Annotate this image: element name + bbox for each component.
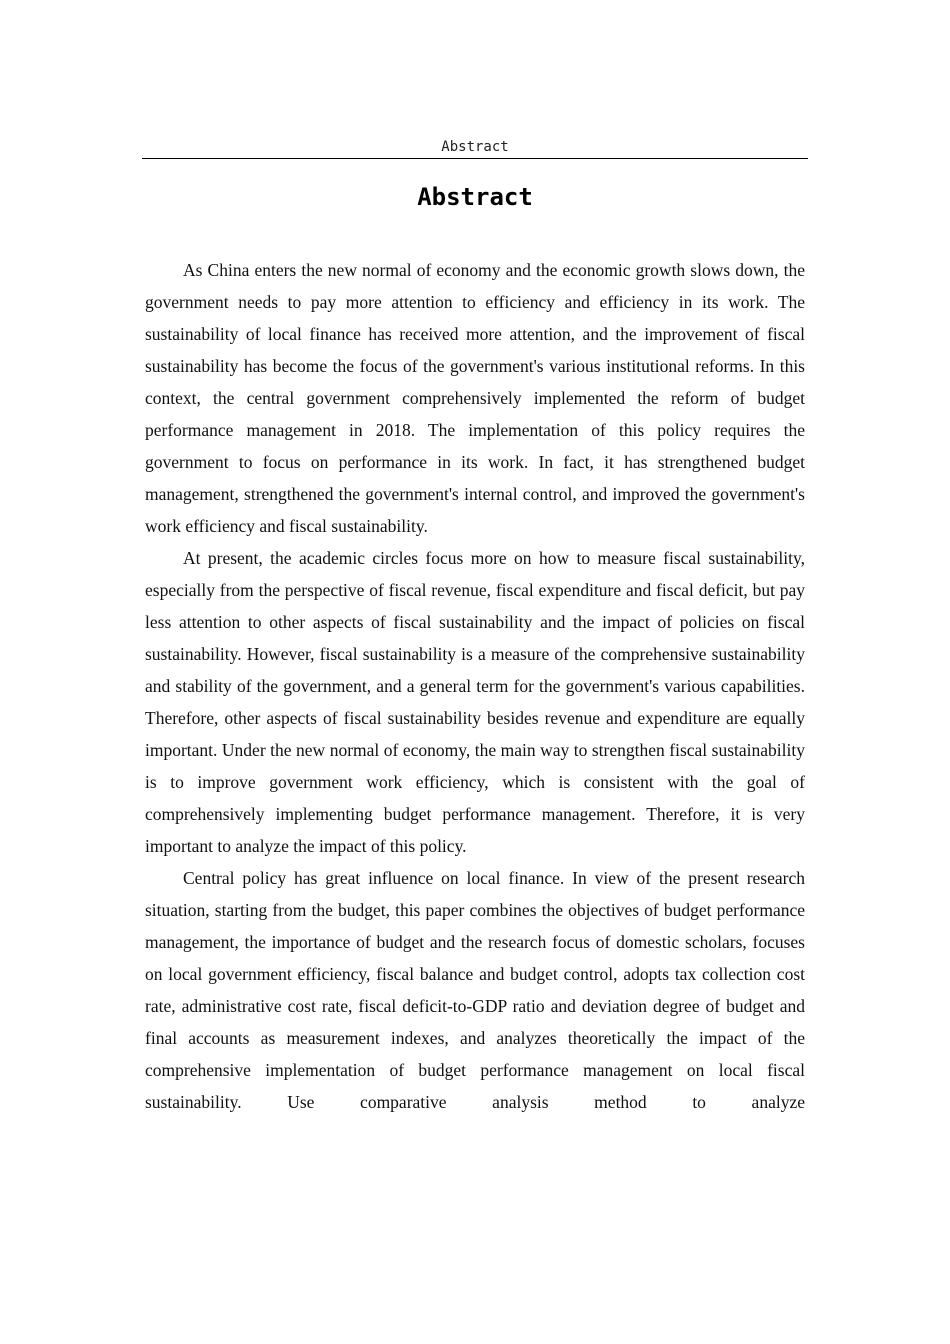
header-rule bbox=[142, 158, 808, 159]
running-header: Abstract bbox=[441, 139, 509, 155]
page-title: Abstract bbox=[417, 183, 533, 211]
abstract-body bbox=[145, 254, 805, 1118]
abstract-paragraph-2: At present, the academic circles focus more on how to measure fiscal sustainability, especially from the perspective of fiscal revenue, fiscal expenditure and fiscal deficit, but pay less attention to other aspects of fiscal sustainability and the impact of policies on fiscal sustainability. However, fiscal sustainability is a measure of the comprehensive sustainability and stability of the government, and a general term for the government's various capabilities. Therefore, other aspects of fiscal sustainability besides revenue and expenditure are equally important. Under the new normal of economy, the main way to strengthen fiscal sustainability is to improve government work efficiency, which is consistent with the goal of comprehensively implementing budget performance management. Therefore, it is very important to analyze the impact of this policy. bbox=[145, 548, 805, 856]
abstract-paragraph-3: Central policy has great influence on local finance. In view of the present research situation, starting from the budget, this paper combines the objectives of budget performance management, the importance of budget and the research focus of domestic scholars, focuses on local government efficiency, fiscal balance and budget control, adopts tax collection cost rate, administrative cost rate, fiscal deficit-to-GDP ratio and deviation degree of budget and final accounts as measurement indexes, and analyzes theoretically the impact of the comprehensive implementation of budget performance management on local fiscal sustainability. Use comparative analysis method to analyze bbox=[145, 868, 805, 1112]
abstract-paragraph-1: As China enters the new normal of economy and the economic growth slows down, the government needs to pay more attention to efficiency and efficiency in its work. The sustainability of local finance has received more attention, and the improvement of fiscal sustainability has become the focus of the government's various institutional reforms. In this context, the central government comprehensively implemented the reform of budget performance management in 2018. The implementation of this policy requires the government to focus on performance in its work. In fact, it has strengthened budget management, strengthened the government's internal control, and improved the government's work efficiency and fiscal sustainability. bbox=[145, 260, 805, 536]
